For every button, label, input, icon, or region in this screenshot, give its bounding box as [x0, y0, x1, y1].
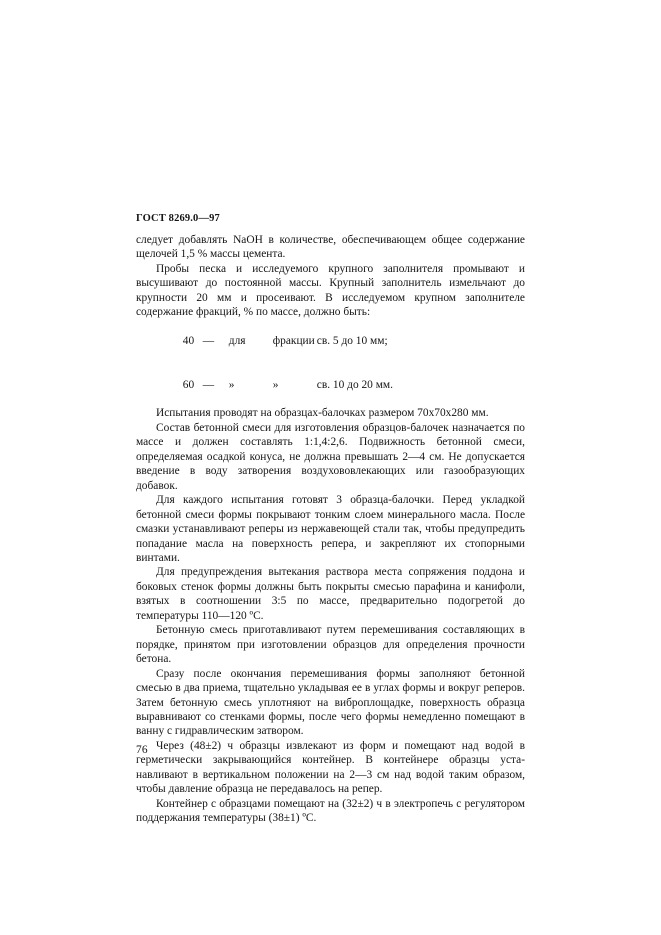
- fraction-ditto-a: для: [228, 335, 246, 348]
- paragraph-mixing-order: Бетонную смесь приготавливают путем перемешивания составляющих в порядке, принятом при изготовлении образцов для определения прочности бетона.: [136, 624, 525, 666]
- fraction-ditto-b: фракции: [272, 335, 315, 348]
- paragraph-paraffin: Для предупреждения вытекания раствора места сопряжения поддона и боковых стенок формы должны быть покрыты смесью парафина и канифоли, взятых в соотношении 3:5 по массе, предварительно подогретой до температуры 110—120 ºС.: [136, 566, 525, 622]
- fraction-range: св. 5 до 10 мм;: [316, 335, 388, 348]
- body-text-column: [136, 233, 525, 826]
- paragraph-oven: Контейнер с образцами помещают на (32±2) ч в электропечь с регулятором поддержания температуры (38±1) ºС.: [136, 797, 525, 825]
- running-head-standard-number: ГОСТ 8269.0—97: [136, 213, 220, 224]
- fraction-ditto-a: »: [228, 378, 235, 391]
- paragraph-demould: Через (48±2) ч образцы извлекают из форм и помещают над водой в герметически закрывающийся контейнер. В контейнере образцы устанавливают в вертикальном положении на 2—3 см над водой таким образом, чтобы давление образца не передавалось на репер.: [136, 739, 525, 796]
- paragraph-naoh: следует добавлять NaOH в количестве, обеспечивающем общее содержание щелочей 1,5 % массы цемента.: [136, 234, 525, 261]
- list-item: [136, 320, 525, 363]
- fraction-content-list: [136, 320, 525, 407]
- fraction-range: св. 10 до 20 мм.: [316, 378, 393, 391]
- paragraph-filling: Сразу после окончания перемешивания формы заполняют бетонной смесью в два приема, тщательно укладывая ее в углах формы и вокруг реперов. Затем бетонную смесь уплотняют на виброплощадке, поверхность образца выравнивают со стенками формы, после чего формы немедленно помещают в ванну с гидравлическим затвором.: [136, 667, 525, 738]
- fraction-value: 40: [182, 335, 195, 348]
- fraction-dash: —: [202, 335, 215, 348]
- paragraph-mix-composition: Состав бетонной смеси для изготовления образцов-балочек назначается по массе и должен составлять 1:1,4:2,6. Подвижность бетонной смеси, определяемая осадкой конуса, не должна превышать 2—4 см. Не допускается введение в воду затворения воздухововлекающих или газообразующих добавок.: [136, 421, 525, 492]
- fraction-value: 60: [182, 378, 195, 391]
- page-number: 76: [136, 744, 148, 756]
- paragraph-samples-wash: Пробы песка и исследуемого крупного заполнителя промывают и высушивают до постоянной массы. Крупный заполнитель измельчают до крупности 20 мм и просеивают. В исследуемом крупном заполнителе содержание фракций, % по массе, должно быть:: [136, 262, 525, 319]
- paragraph-three-beams: Для каждого испытания готовят 3 образца-балочки. Перед укладкой бетонной смеси формы покрывают тонким слоем минерального масла. После смазки устанавливают реперы из нержавеющей стали так, чтобы предупредить попадание масла на поверхность репера, и закрепляют их стопорными винтами.: [136, 494, 525, 564]
- list-item: [136, 363, 525, 406]
- fraction-ditto-b: »: [272, 378, 279, 391]
- fraction-dash: —: [202, 378, 215, 391]
- paragraph-test-beams: Испытания проводят на образцах-балочках размером 70х70х280 мм.: [156, 407, 489, 420]
